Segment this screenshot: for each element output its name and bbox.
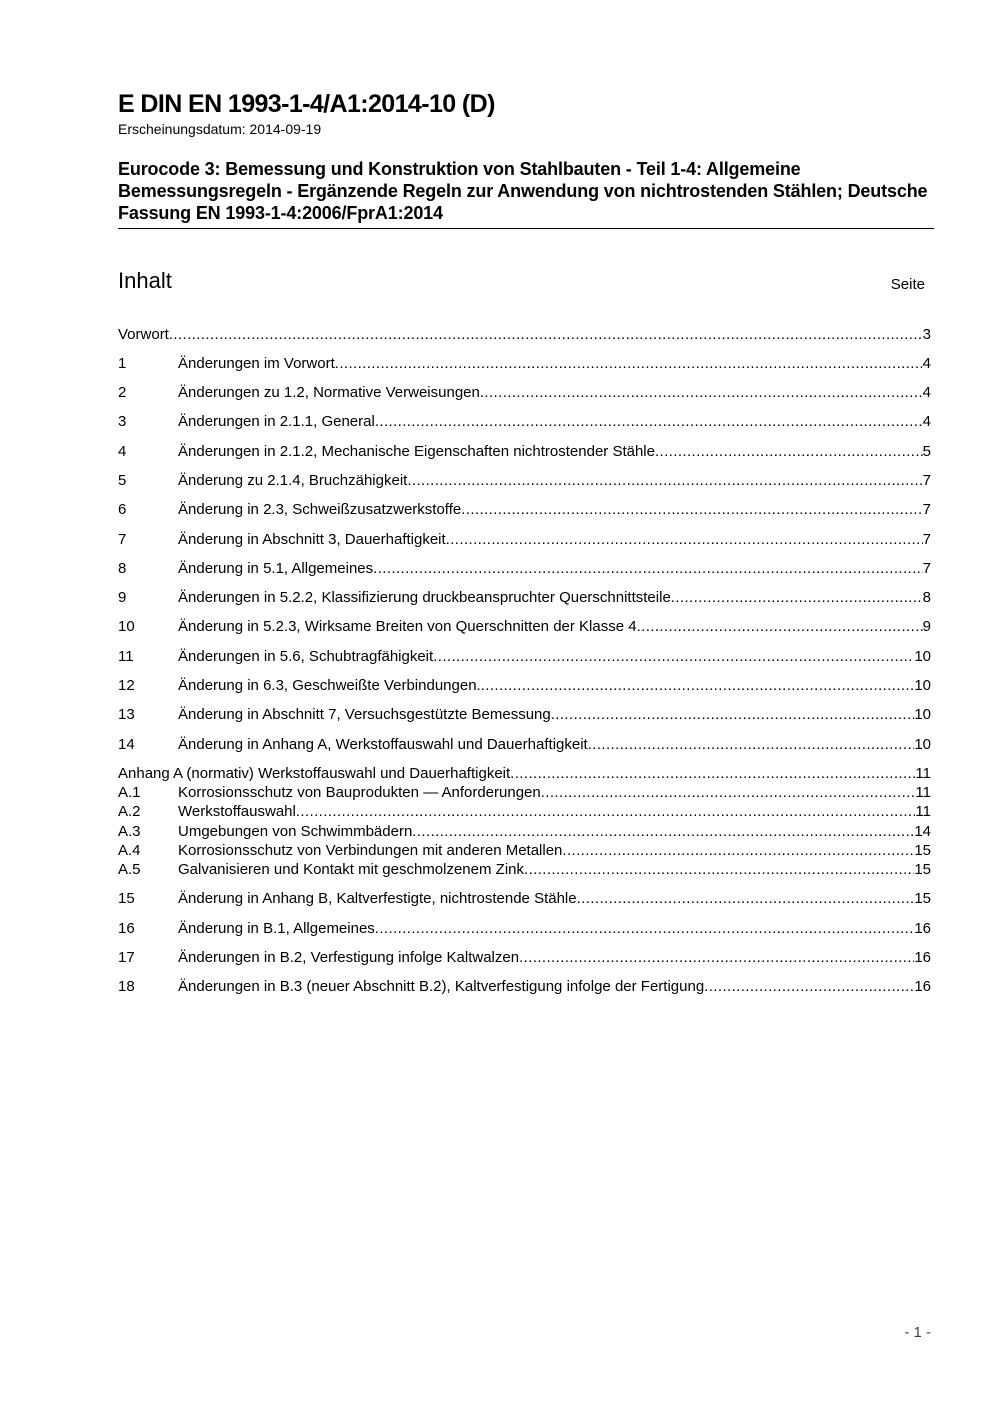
toc-entry-page: 4 <box>922 384 931 402</box>
toc-entry-title: Galvanisieren und Kontakt mit geschmolzenem Zink <box>178 861 524 879</box>
toc-entry-page: 11 <box>915 784 931 802</box>
toc-entry-number: 2 <box>118 384 127 402</box>
toc-entry-number: A.1 <box>118 784 141 802</box>
toc-entry-title: Umgebungen von Schwimmbädern <box>178 822 413 840</box>
toc-entry-page: 10 <box>914 735 931 753</box>
toc-entry-title: Änderungen in 5.2.2, Klassifizierung druckbeanspruchter Querschnittsteile <box>178 589 671 607</box>
toc-entry[interactable] <box>118 671 931 700</box>
toc-page-label: Seite <box>890 276 925 293</box>
toc-entry-title: Änderung in 5.1, Allgemeines <box>178 559 374 577</box>
dot-leader <box>169 320 923 349</box>
toc-entry-page: 4 <box>922 413 931 431</box>
toc-entry-title: Anhang A (normativ) Werkstoffauswahl und Dauerhaftigkeit <box>118 764 511 782</box>
toc-entry-number: 4 <box>118 442 127 460</box>
toc-entry-title: Änderung in Anhang A, Werkstoffauswahl und Dauerhaftigkeit <box>178 735 588 753</box>
dot-leader <box>524 860 914 879</box>
toc-entry[interactable] <box>118 860 931 879</box>
toc-entry-title: Änderung in Abschnitt 3, Dauerhaftigkeit <box>178 530 446 548</box>
toc-entry-page: 5 <box>922 442 931 460</box>
dot-leader <box>671 583 923 612</box>
dot-leader <box>412 822 914 841</box>
toc-entry[interactable] <box>118 525 931 554</box>
toc-entry-page: 15 <box>914 861 931 879</box>
toc-entry-title: Änderungen in B.3 (neuer Abschnitt B.2), Kaltverfestigung infolge der Fertigung <box>178 978 705 996</box>
toc-entry[interactable] <box>118 466 931 495</box>
toc-entry-page: 15 <box>914 890 931 908</box>
dot-leader <box>375 914 915 943</box>
toc-entry-page: 16 <box>914 919 931 937</box>
toc-entry-title: Änderungen in B.2, Verfestigung infolge Kaltwalzen <box>178 948 520 966</box>
toc-entry-title: Änderung zu 2.1.4, Bruchzähigkeit <box>178 471 408 489</box>
dot-leader <box>335 349 923 378</box>
toc-entry-number: 11 <box>118 647 134 665</box>
toc-entry[interactable] <box>118 802 931 821</box>
toc-entry[interactable] <box>118 320 931 349</box>
toc-entry[interactable] <box>118 914 931 943</box>
toc-entry-page: 9 <box>922 618 931 636</box>
toc-entry-number: 16 <box>118 919 135 937</box>
toc-entry[interactable] <box>118 407 931 436</box>
page-number: - 1 - <box>904 1324 931 1341</box>
toc-entry-number: 15 <box>118 890 135 908</box>
toc-entry-page: 14 <box>914 822 931 840</box>
toc-entry-number: 13 <box>118 706 135 724</box>
dot-leader <box>375 407 923 436</box>
dot-leader <box>577 884 915 913</box>
toc-entry-title: Änderung in 2.3, Schweißzusatzwerkstoffe <box>178 501 462 519</box>
toc-entry[interactable] <box>118 884 931 913</box>
toc-entry-page: 10 <box>914 677 931 695</box>
toc-entry-title: Änderung in 6.3, Geschweißte Verbindungen. <box>178 677 481 695</box>
toc-entry-number: 7 <box>118 530 127 548</box>
toc-entry-page: 16 <box>914 978 931 996</box>
toc-entry-number: 9 <box>118 589 127 607</box>
dot-leader <box>637 612 923 641</box>
toc-entry-number: 3 <box>118 413 127 431</box>
toc-entry-number: A.5 <box>118 861 141 879</box>
toc-entry-page: 8 <box>922 589 931 607</box>
dot-leader <box>588 730 915 759</box>
table-of-contents <box>118 320 931 1002</box>
dot-leader <box>519 943 914 972</box>
dot-leader <box>407 466 922 495</box>
toc-entry-page: 4 <box>922 354 931 372</box>
toc-entry-number: A.4 <box>118 841 141 859</box>
document-subject: Eurocode 3: Bemessung und Konstruktion von Stahlbauten - Teil 1-4: Allgemeine Bemessungsregeln - Ergänzende Regeln zur Anwendung von nichtrostenden Stählen; Deutsche Fassung EN 1993-1-4:2006/FprA1:2014 <box>118 158 934 229</box>
dot-leader <box>461 495 922 524</box>
toc-entry[interactable] <box>118 730 931 759</box>
toc-entry-title: Änderungen in 2.1.1, General <box>178 413 375 431</box>
toc-entry-page: 11 <box>915 764 931 782</box>
dot-leader <box>541 783 916 802</box>
dot-leader <box>446 525 923 554</box>
toc-entry-title: Änderung in Abschnitt 7, Versuchsgestützte Bemessung <box>178 706 551 724</box>
dot-leader <box>704 972 914 1001</box>
dot-leader <box>480 378 923 407</box>
toc-entry[interactable] <box>118 349 931 378</box>
toc-entry-number: 18 <box>118 978 135 996</box>
toc-entry-title: Werkstoffauswahl <box>178 803 296 821</box>
toc-entry-page: 16 <box>914 948 931 966</box>
toc-entry-number: 10 <box>118 618 135 636</box>
toc-entry-page: 7 <box>922 530 931 548</box>
toc-entry[interactable] <box>118 642 931 671</box>
toc-entry-title: Änderungen im Vorwort <box>178 354 335 372</box>
dot-leader <box>510 764 915 783</box>
toc-entry-number: 8 <box>118 559 127 577</box>
toc-entry-page: 7 <box>922 471 931 489</box>
toc-entry-page: 10 <box>914 706 931 724</box>
toc-entry-page: 7 <box>922 501 931 519</box>
toc-entry-title: Änderung in 5.2.3, Wirksame Breiten von Querschnitten der Klasse 4 <box>178 618 637 636</box>
toc-entry[interactable] <box>118 822 931 841</box>
toc-entry-number: A.3 <box>118 822 141 840</box>
toc-entry-number: 6 <box>118 501 127 519</box>
publication-date: Erscheinungsdatum: 2014-09-19 <box>118 121 322 137</box>
toc-entry[interactable] <box>118 700 931 729</box>
toc-entry-title: Änderungen zu 1.2, Normative Verweisungen <box>178 384 480 402</box>
toc-entry-number: 17 <box>118 948 135 966</box>
dot-leader <box>433 642 914 671</box>
toc-entry[interactable] <box>118 554 931 583</box>
toc-entry[interactable] <box>118 783 931 802</box>
toc-entry[interactable] <box>118 437 931 466</box>
document-title: E DIN EN 1993-1-4/A1:2014-10 (D) <box>118 90 495 118</box>
toc-entry[interactable] <box>118 943 931 972</box>
toc-entry-title: Vorwort <box>118 325 169 343</box>
toc-entry[interactable] <box>118 583 931 612</box>
dot-leader <box>481 671 915 700</box>
dot-leader <box>296 802 916 821</box>
toc-entry-number: 14 <box>118 735 135 753</box>
toc-entry[interactable] <box>118 612 931 641</box>
toc-entry[interactable] <box>118 764 931 783</box>
dot-leader <box>562 841 914 860</box>
toc-entry[interactable] <box>118 841 931 860</box>
toc-entry-number: 12 <box>118 677 135 695</box>
toc-entry-title: Änderung in Anhang B, Kaltverfestigte, nichtrostende Stähle <box>178 890 577 908</box>
toc-entry-page: 3 <box>922 325 931 343</box>
toc-entry-title: Korrosionsschutz von Bauprodukten — Anforderungen <box>178 784 541 802</box>
toc-entry-title: Änderung in B.1, Allgemeines <box>178 919 375 937</box>
toc-entry-title: Korrosionsschutz von Verbindungen mit anderen Metallen <box>178 841 563 859</box>
dot-leader <box>655 437 923 466</box>
toc-entry-page: 15 <box>914 841 931 859</box>
toc-entry-page: 7 <box>922 559 931 577</box>
toc-entry-number: 1 <box>118 354 127 372</box>
toc-entry-title: Änderungen in 2.1.2, Mechanische Eigenschaften nichtrostender Stähle <box>178 442 655 460</box>
toc-entry[interactable] <box>118 495 931 524</box>
toc-entry-page: 11 <box>915 803 931 821</box>
toc-entry[interactable] <box>118 972 931 1001</box>
toc-entry-page: 10 <box>914 647 931 665</box>
toc-entry[interactable] <box>118 378 931 407</box>
dot-leader <box>551 700 915 729</box>
toc-heading: Inhalt <box>118 268 172 293</box>
toc-entry-title: Änderungen in 5.6, Schubtragfähigkeit <box>178 647 434 665</box>
toc-entry-number: A.2 <box>118 803 141 821</box>
toc-entry-number: 5 <box>118 471 127 489</box>
dot-leader <box>373 554 923 583</box>
